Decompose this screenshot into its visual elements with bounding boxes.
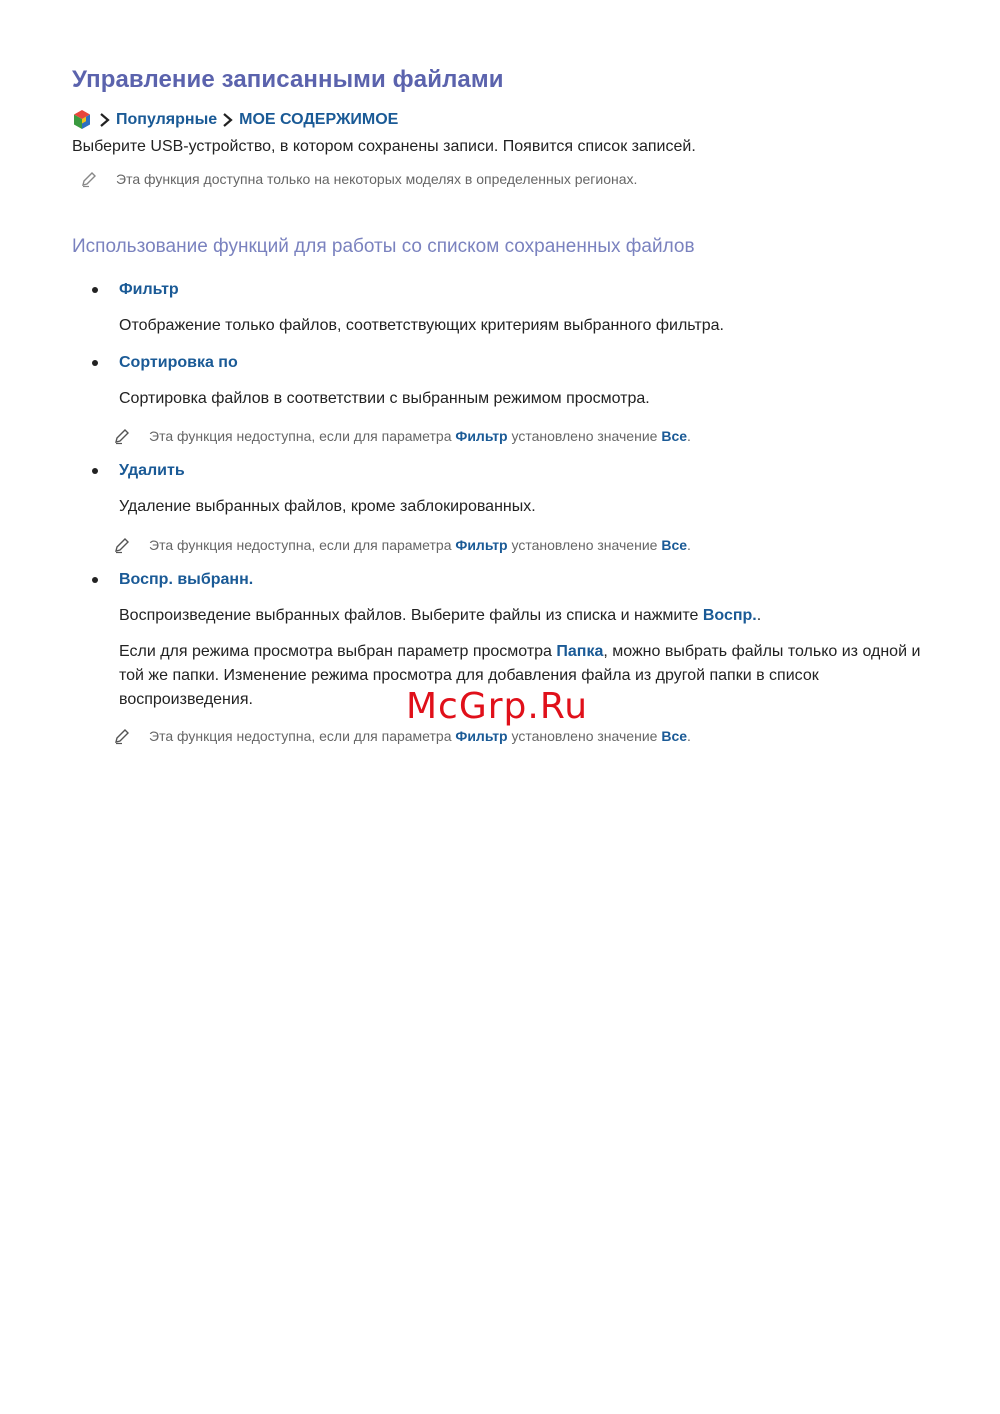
- chevron-right-icon: [217, 108, 239, 132]
- pencil-icon: [80, 170, 98, 188]
- watermark: McGrp.Ru: [406, 686, 589, 727]
- note-text: Эта функция недоступна, если для параметра Фильтр установлено значение Все.: [149, 428, 691, 444]
- pencil-icon: [113, 536, 131, 554]
- note-filter-restriction: [113, 427, 691, 445]
- note-filter-restriction: [113, 727, 691, 745]
- item-description: Сортировка файлов в соответствии с выбранным режимом просмотра.: [119, 390, 650, 407]
- chevron-right-icon: [94, 108, 116, 132]
- pencil-icon: [113, 427, 131, 445]
- note-regional-availability: [80, 170, 637, 188]
- section-title: Использование функций для работы со списком сохраненных файлов: [72, 236, 695, 257]
- item-extra-description: Если для режима просмотра выбран параметр просмотра Папка, можно выбрать файлы только из одной и той же папки. Изменение режима просмотра для добавления файла из другой папки в список воспроизведения.: [119, 643, 921, 708]
- pencil-icon: [113, 727, 131, 745]
- bullet-icon: [92, 577, 98, 583]
- item-title-sort: Сортировка по: [119, 354, 238, 371]
- intro-text: Выберите USB-устройство, в котором сохранены записи. Появится список записей.: [72, 138, 696, 155]
- list-item-title: [92, 281, 179, 299]
- item-description: Удаление выбранных файлов, кроме заблокированных.: [119, 498, 536, 515]
- list-item-title: [92, 462, 185, 480]
- item-description: Воспроизведение выбранных файлов. Выберите файлы из списка и нажмите Воспр..: [119, 607, 762, 624]
- page-title: Управление записанными файлами: [72, 66, 504, 93]
- note-filter-restriction: [113, 536, 691, 554]
- item-description: Отображение только файлов, соответствующих критериям выбранного фильтра.: [119, 317, 724, 334]
- item-title-filter: Фильтр: [119, 281, 179, 298]
- note-text: Эта функция доступна только на некоторых моделях в определенных регионах.: [116, 171, 638, 187]
- bullet-icon: [92, 360, 98, 366]
- bullet-icon: [92, 287, 98, 293]
- breadcrumb: [72, 108, 398, 132]
- note-text: Эта функция недоступна, если для параметра Фильтр установлено значение Все.: [149, 728, 691, 744]
- item-title-delete: Удалить: [119, 462, 185, 479]
- item-title-play-selected: Воспр. выбранн.: [119, 571, 254, 588]
- bullet-icon: [92, 468, 98, 474]
- breadcrumb-item-popular[interactable]: Популярные: [116, 111, 218, 128]
- list-item-title: [92, 354, 238, 372]
- note-text: Эта функция недоступна, если для параметра Фильтр установлено значение Все.: [149, 537, 691, 553]
- list-item-title: [92, 571, 253, 589]
- breadcrumb-item-my-content[interactable]: МОЕ СОДЕРЖИМОЕ: [239, 111, 399, 128]
- smart-hub-icon: [72, 109, 92, 131]
